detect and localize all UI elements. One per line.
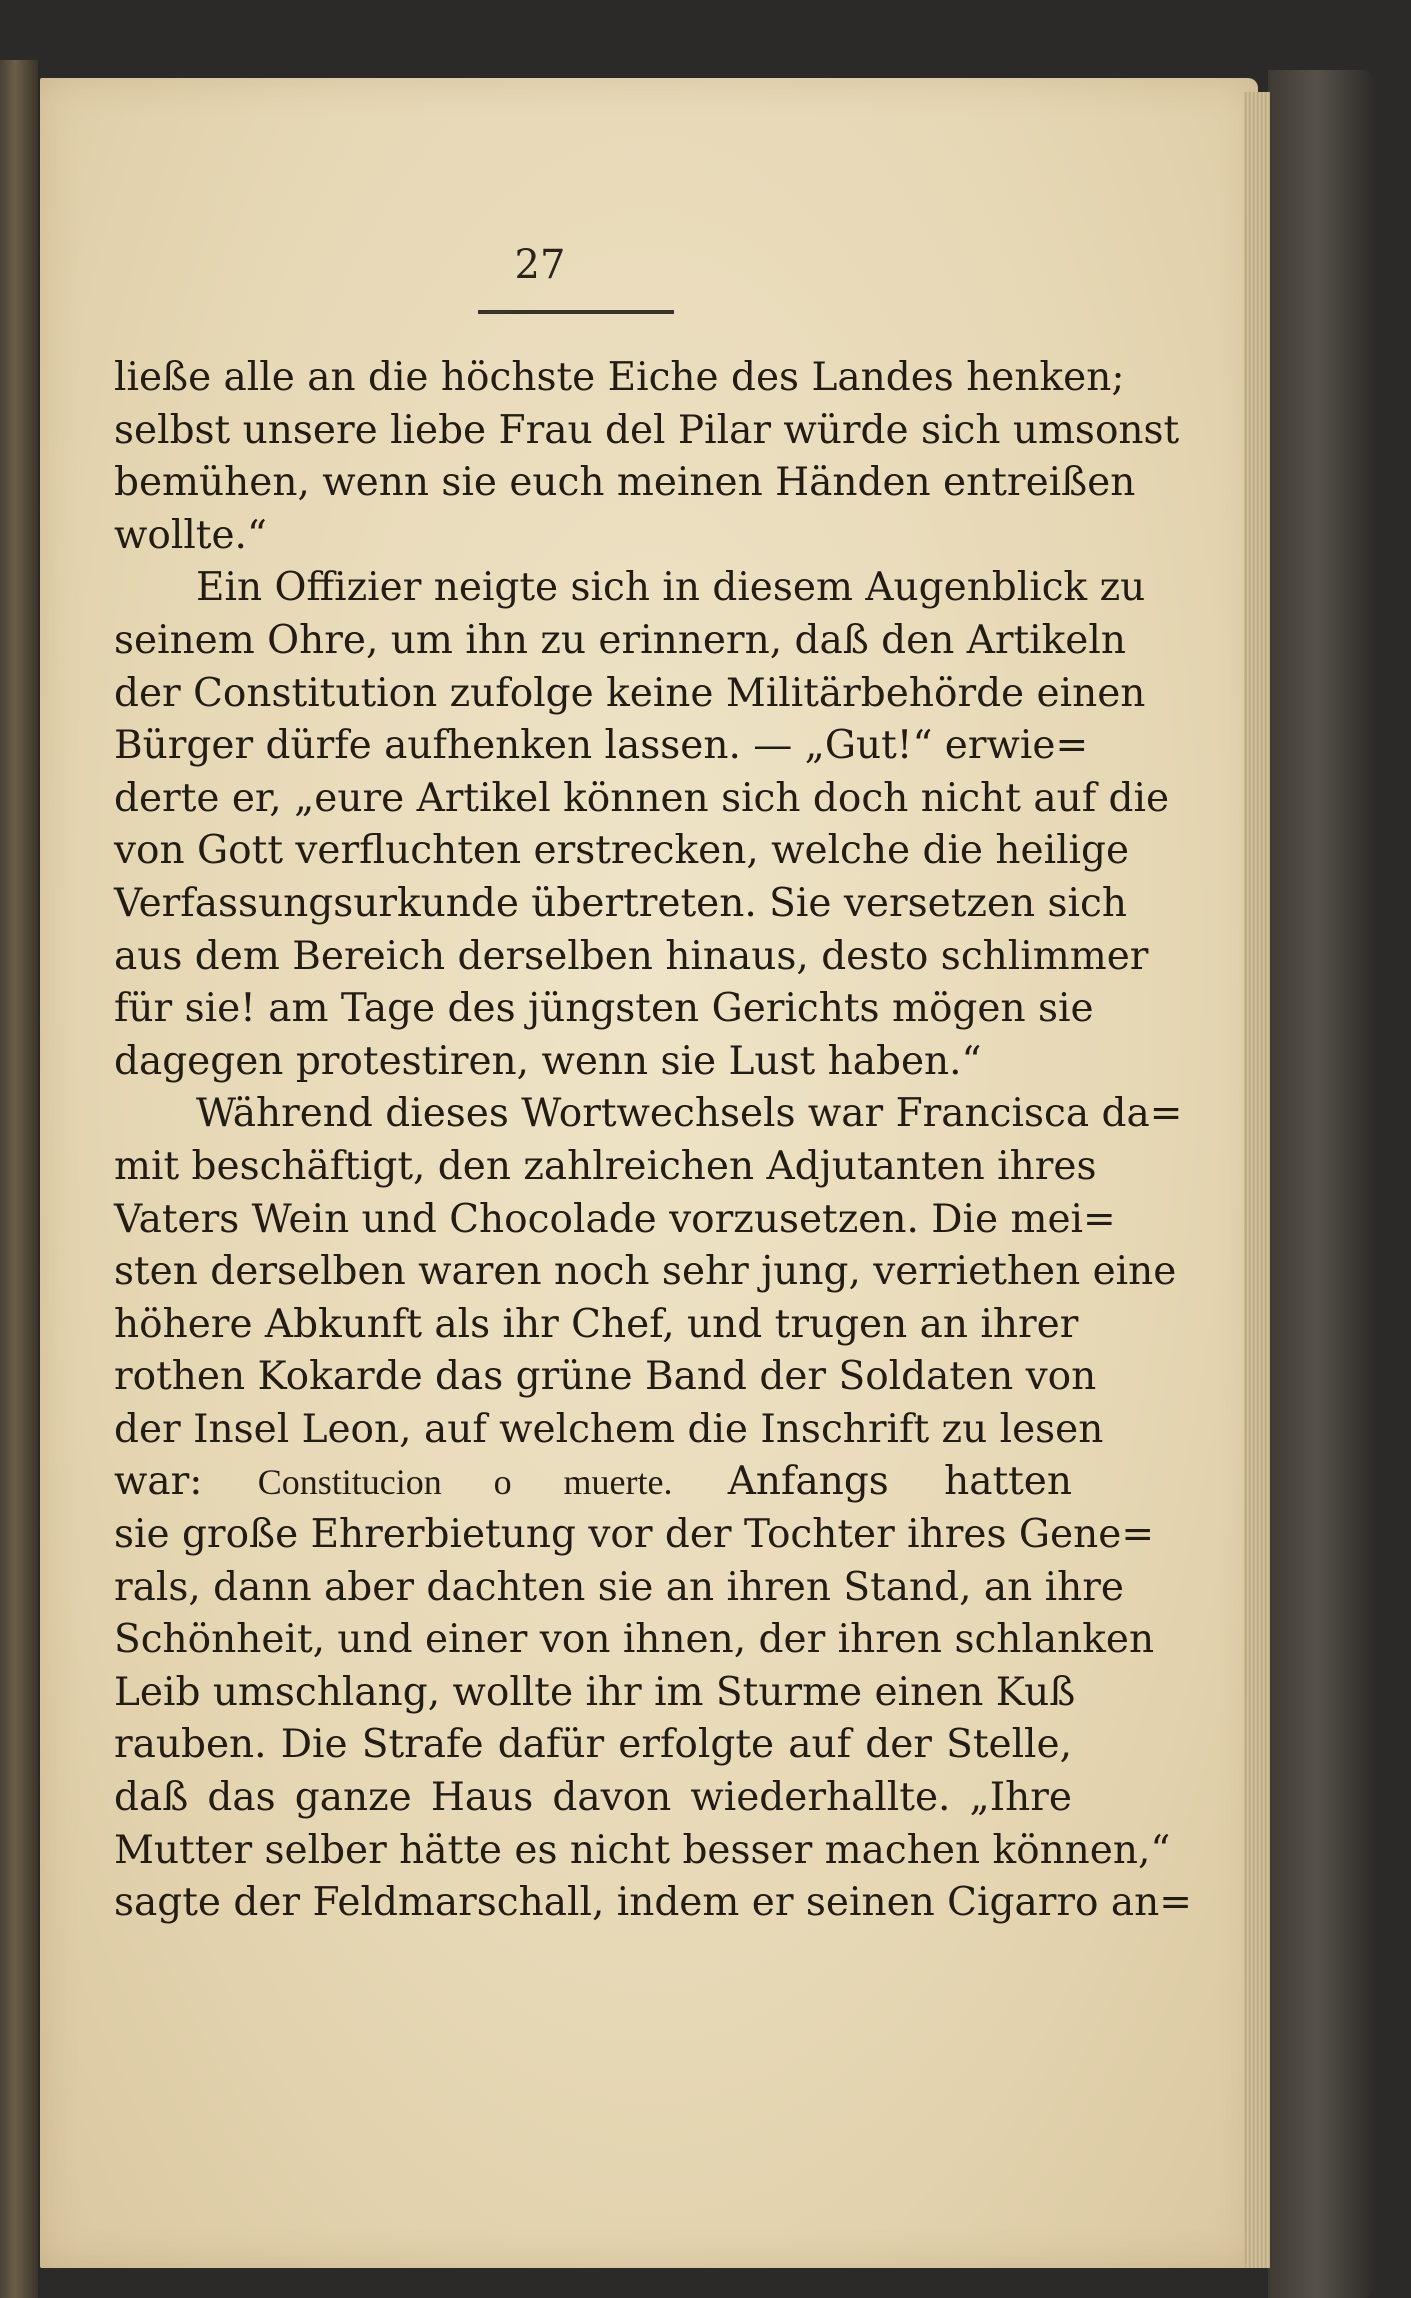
text-line: dagegen protestiren, wenn sie Lust haben.“ — [114, 1038, 982, 1084]
text-line: der Insel Leon, auf welchem die Inschrift zu lesen — [114, 1406, 1104, 1452]
text-line: rothen Kokarde das grüne Band der Soldaten von — [114, 1354, 1097, 1400]
text-line: sten derselben waren noch sehr jung, verriethen eine — [114, 1249, 1177, 1295]
text-line: aus dem Bereich derselben hinaus, desto schlimmer — [114, 933, 1149, 979]
text-line: bemühen, wenn sie euch meinen Händen entreißen — [114, 460, 1136, 506]
text-line: Bürger dürfe aufhenken lassen. — „Gut!“ erwie= — [114, 723, 1089, 769]
text-line: für sie! am Tage des jüngsten Gerichts mögen sie — [114, 986, 1094, 1032]
text-line: rauben. Die Strafe dafür erfolgte auf der Stelle, — [114, 1722, 1072, 1768]
page-number: 27 — [514, 242, 566, 288]
text-line: ließe alle an die höchste Eiche des Landes henken; — [114, 355, 1125, 400]
text-line-end: Anfangs hatten — [727, 1459, 1073, 1505]
text-line: Mutter selber hätte es nicht besser machen können,“ — [114, 1827, 1171, 1873]
text-line — [114, 1456, 1072, 1509]
book-left-edge — [0, 60, 38, 2298]
text-line: Verfassungsurkunde übertreten. Sie versetzen sich — [114, 880, 1127, 926]
text-line: sie große Ehrerbietung vor der Tochter ihres Gene= — [114, 1512, 1155, 1558]
text-line: der Constitution zufolge keine Militärbehörde einen — [114, 670, 1146, 716]
text-line: Während dieses Wortwechsels war Francisca da= — [196, 1091, 1183, 1137]
text-line: Leib umschlang, wollte ihr im Sturme einen Kuß — [114, 1669, 1076, 1715]
text-line: rals, dann aber dachten sie an ihren Stand, an ihre — [114, 1564, 1124, 1610]
text-line: selbst unsere liebe Frau del Pilar würde sich umsonst — [114, 407, 1180, 453]
text-line: sagte der Feldmarschall, indem er seinen Cigarro an= — [114, 1880, 1192, 1926]
latin-motto: Constitucion o muerte. — [257, 1462, 673, 1503]
text-line: Ein Offizier neigte sich in diesem Augenblick zu — [196, 565, 1146, 611]
text-line: Vaters Wein und Chocolade vorzusetzen. Die mei= — [114, 1196, 1116, 1242]
book-cover-edge — [1268, 70, 1376, 2298]
text-line: derte er, „eure Artikel können sich doch nicht auf die — [114, 775, 1170, 821]
text-line: wollte.“ — [114, 512, 267, 558]
text-line: von Gott verfluchten erstrecken, welche die heilige — [114, 828, 1130, 874]
text-line: daß das ganze Haus davon wiederhallte. „Ihre — [114, 1775, 1072, 1821]
text-line-start: war: — [114, 1459, 203, 1505]
page-stack-edges — [1244, 92, 1270, 2268]
text-line: seinem Ohre, um ihn zu erinnern, daß den Artikeln — [114, 617, 1126, 663]
text-line: Schönheit, und einer von ihnen, der ihren schlanken — [114, 1617, 1155, 1663]
page-number-rule — [478, 310, 674, 314]
text-line: mit beschäftigt, den zahlreichen Adjutanten ihres — [114, 1143, 1097, 1189]
body-text — [114, 352, 1192, 1930]
text-line: höhere Abkunft als ihr Chef, und trugen an ihrer — [114, 1301, 1079, 1347]
